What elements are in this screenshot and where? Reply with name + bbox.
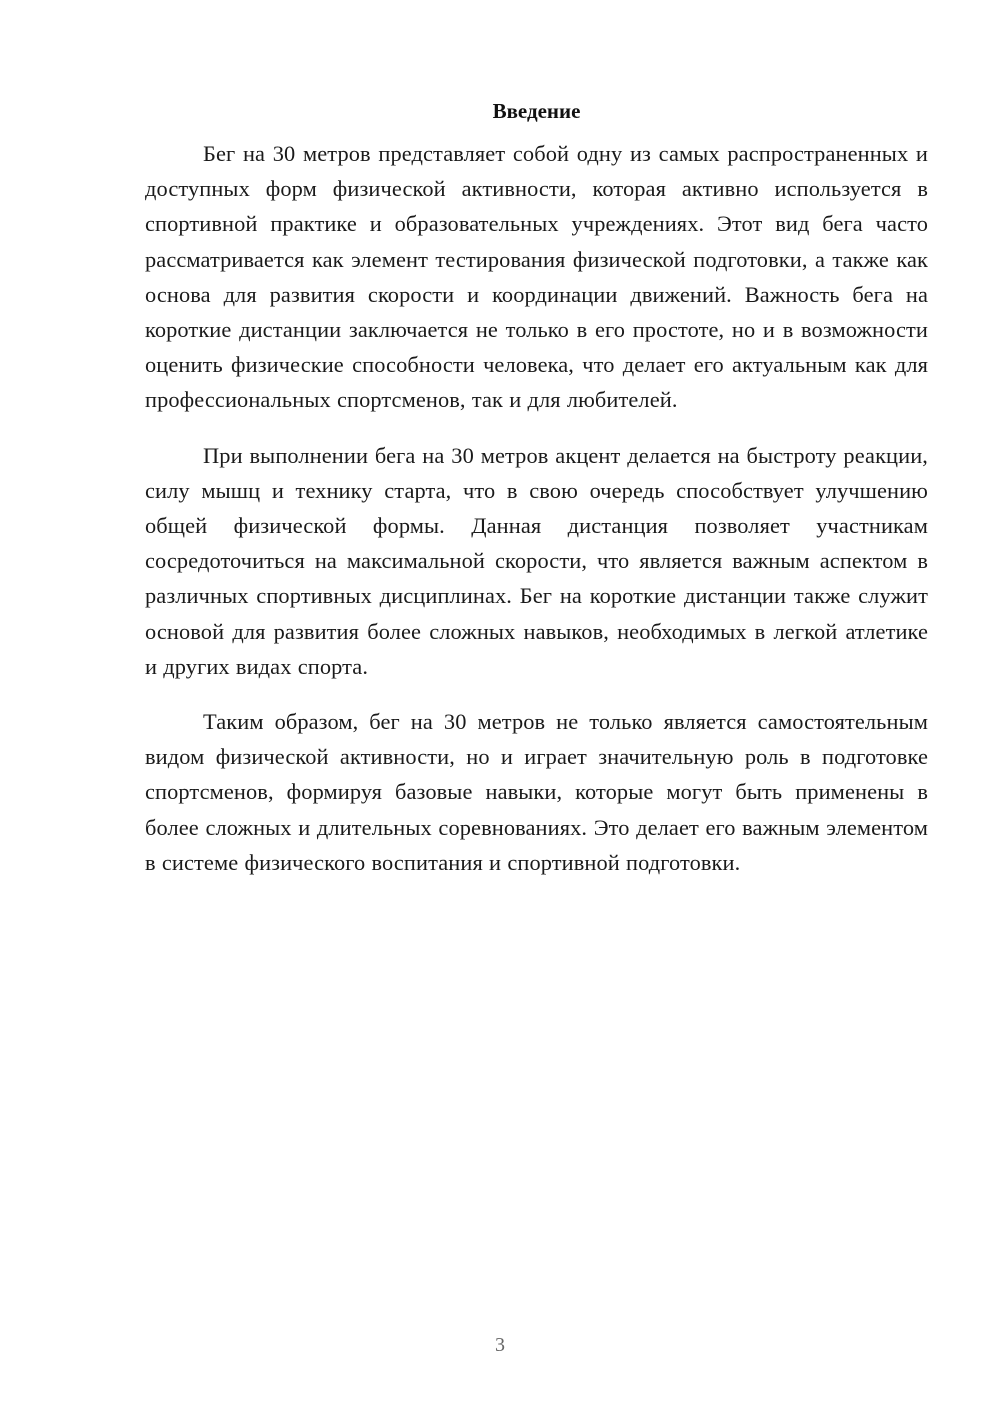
paragraph-1: Бег на 30 метров представляет собой одну из самых распространенных и доступных форм физической активности, которая активно используется в спортивной практике и образовательных учреждениях. Этот вид бега часто рассматривается как элемент тестирования физической подготовки, а также как основа для развития скорости и координации движений. Важность бега на короткие дистанции заключается не только в его простоте, но и в возможности оценить физические способности человека, что делает его актуальным как для профессиональных спортсменов, так и для любителей.: [145, 141, 928, 413]
section-title: Введение: [492, 99, 581, 123]
paragraph-3: Таким образом, бег на 30 метров не только является самостоятельным видом физической активности, но и играет значительную роль в подготовке спортсменов, формируя базовые навыки, которые могут быть применены в более сложных и длительных соревнованиях. Это делает его важным элементом в системе физического воспитания и спортивной подготовки.: [145, 709, 928, 875]
page-content: [145, 92, 928, 900]
paragraph-2: При выполнении бега на 30 метров акцент делается на быстроту реакции, силу мышц и технику старта, что в свою очередь способствует улучшению общей физической формы. Данная дистанция позволяет участникам сосредоточиться на максимальной скорости, что является важным аспектом в различных спортивных дисциплинах. Бег на короткие дистанции также служит основой для развития более сложных навыков, необходимых в легкой атлетике и других видах спорта.: [145, 442, 928, 679]
page-number: 3: [495, 1334, 505, 1356]
